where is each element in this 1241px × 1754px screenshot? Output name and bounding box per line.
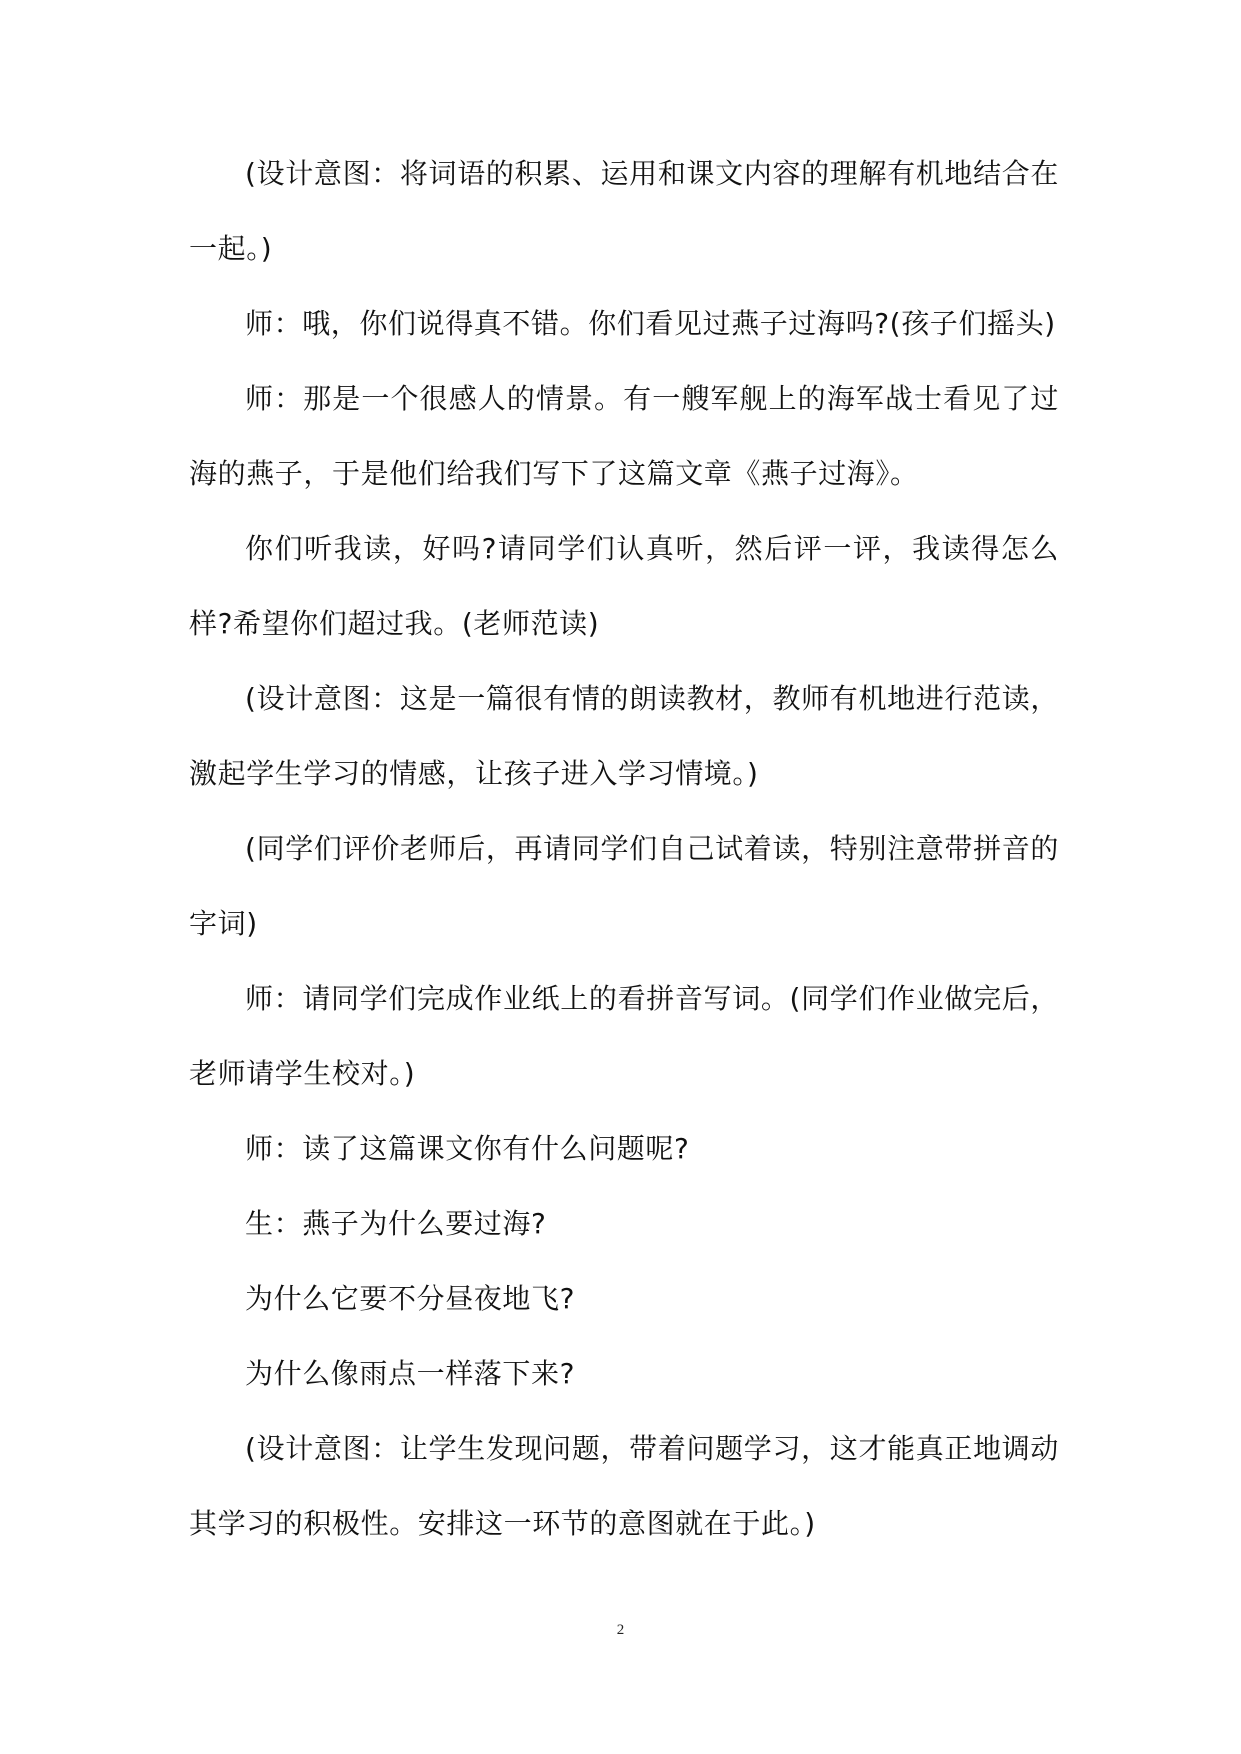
- paragraph-homework: 师：请同学们完成作业纸上的看拼音写词。(同学们作业做完后，老师请学生校对。): [189, 982, 1059, 1090]
- paragraph-student-q1: 生：燕子为什么要过海?: [245, 1207, 547, 1240]
- paragraph-teacher-scene: 师：那是一个很感人的情景。有一艘军舰上的海军战士看见了过海的燕子，于是他们给我们写下了这篇文章《燕子过海》。: [189, 382, 1059, 490]
- paragraph-design-intent-1: (设计意图：将词语的积累、运用和课文内容的理解有机地结合在一起。): [189, 157, 1059, 265]
- paragraph-student-q3: 为什么像雨点一样落下来?: [245, 1357, 576, 1390]
- paragraph-teacher-ask: 师：读了这篇课文你有什么问题呢?: [245, 1132, 690, 1165]
- paragraph-teacher-reading: 你们听我读，好吗?请同学们认真听，然后评一评，我读得怎么样?希望你们超过我。(老师范读): [189, 532, 1059, 640]
- page-number: 2: [616, 1622, 625, 1638]
- paragraph-design-intent-2: (设计意图：这是一篇很有情的朗读教材，教师有机地进行范读，激起学生学习的情感，让孩子进入学习情境。): [189, 682, 1059, 790]
- paragraph-design-intent-3: (设计意图：让学生发现问题，带着问题学习，这才能真正地调动其学习的积极性。安排这一环节的意图就在于此。): [189, 1432, 1059, 1540]
- paragraph-student-q2: 为什么它要不分昼夜地飞?: [245, 1282, 576, 1315]
- paragraph-teacher-question: 师：哦，你们说得真不错。你们看见过燕子过海吗?(孩子们摇头): [245, 307, 1056, 340]
- paragraph-student-reading: (同学们评价老师后，再请同学们自己试着读，特别注意带拼音的字词): [189, 832, 1059, 940]
